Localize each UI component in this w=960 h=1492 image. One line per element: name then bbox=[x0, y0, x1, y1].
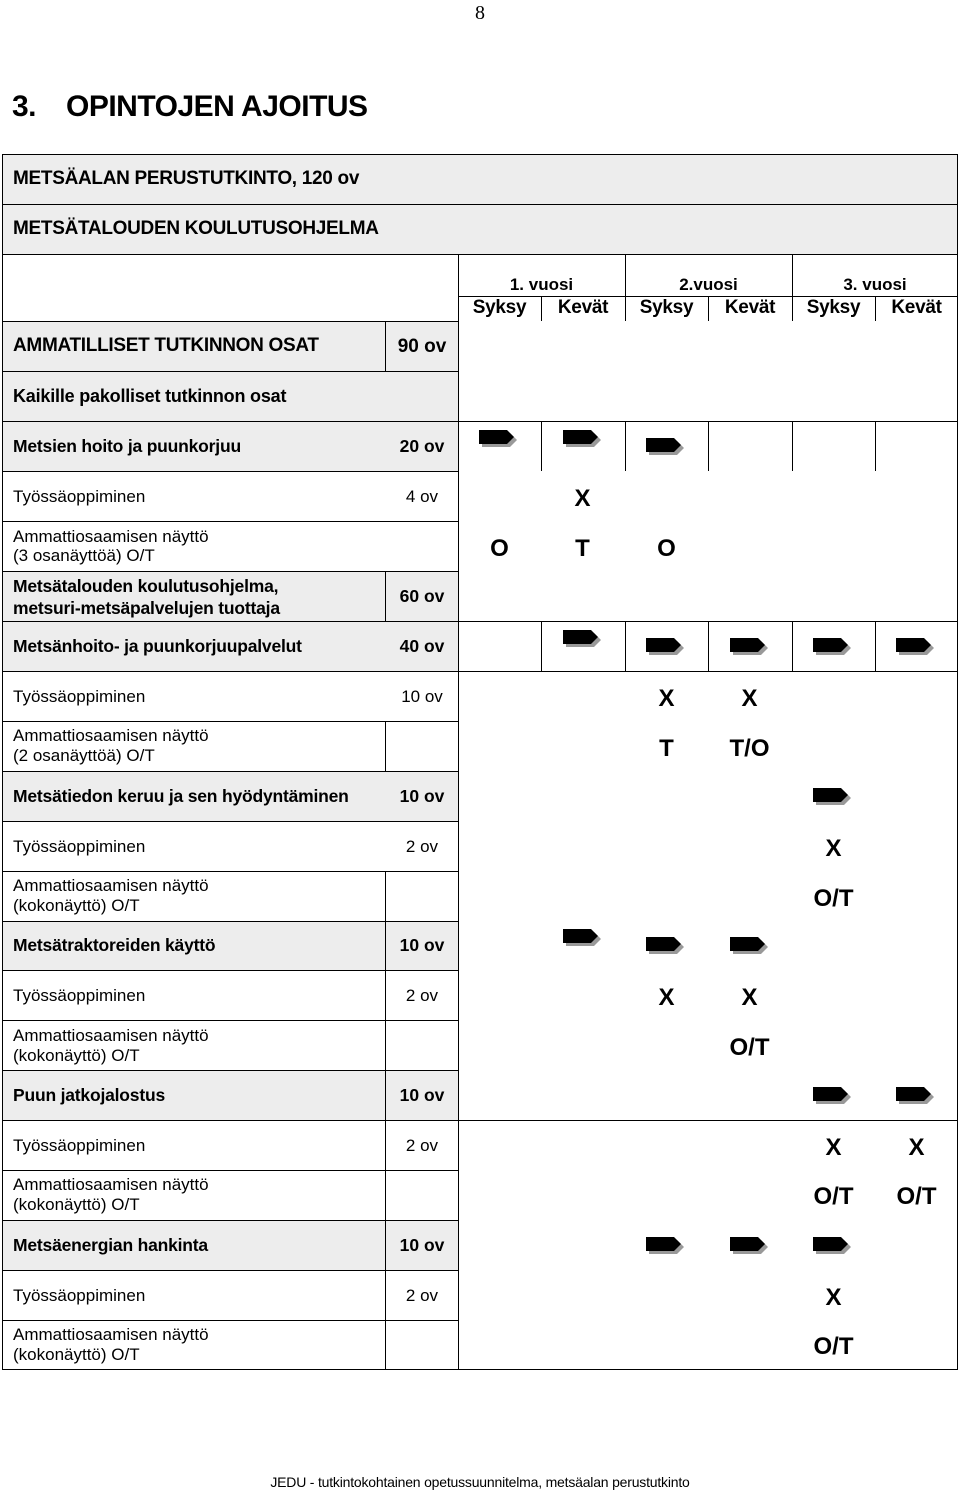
page-footer: JEDU - tutkintokohtainen opetussuunnitelma, metsäalan perustutkinto bbox=[270, 1474, 690, 1490]
arrow-marker-icon bbox=[813, 1087, 851, 1104]
module-ov: 10 ov bbox=[399, 935, 445, 955]
schedule-mark: O/T bbox=[896, 1183, 937, 1210]
term-header: Kevät bbox=[724, 297, 776, 318]
compulsory-label: Kaikille pakolliset tutkinnon osat bbox=[13, 386, 287, 406]
module-ov: 40 ov bbox=[399, 636, 445, 656]
row-label: (kokonäyttö) O/T bbox=[13, 896, 140, 915]
row-label: (kokonäyttö) O/T bbox=[13, 1345, 140, 1364]
module-title: Metsäenergian hankinta bbox=[13, 1235, 208, 1255]
arrow-marker-icon bbox=[813, 788, 851, 805]
arrow-marker-icon bbox=[730, 638, 768, 655]
module-title: Metsien hoito ja puunkorjuu bbox=[13, 436, 241, 456]
program-title: Metsätalouden koulutusohjelma, bbox=[13, 576, 279, 596]
schedule-mark: X bbox=[658, 984, 675, 1011]
term-header: Kevät bbox=[891, 297, 942, 318]
row-label: (kokonäyttö) O/T bbox=[13, 1046, 140, 1065]
degree-title: METSÄALAN PERUSTUTKINTO, 120 ov bbox=[13, 168, 360, 189]
schedule-mark: O/T bbox=[813, 1333, 854, 1360]
module-ov: 60 ov bbox=[399, 586, 445, 606]
section-header-ov: 90 ov bbox=[397, 336, 447, 357]
program-title: METSÄTALOUDEN KOULUTUSOHJELMA bbox=[13, 218, 379, 239]
arrow-marker-icon bbox=[896, 1087, 934, 1104]
arrow-marker-icon bbox=[813, 1237, 851, 1254]
row-label: Työssäoppiminen bbox=[13, 487, 146, 506]
row-label: Ammattiosaamisen näyttö bbox=[13, 876, 209, 895]
schedule-mark: O/T bbox=[813, 1183, 854, 1210]
schedule-mark: X bbox=[825, 1284, 842, 1311]
year-2-header: 2.vuosi bbox=[679, 275, 738, 294]
term-header: Syksy bbox=[639, 297, 694, 318]
arrow-marker-icon bbox=[646, 638, 684, 655]
schedule-mark: O/T bbox=[813, 885, 854, 912]
arrow-marker-icon bbox=[646, 438, 684, 455]
row-label: Ammattiosaamisen näyttö bbox=[13, 527, 209, 546]
module-title: Metsätraktoreiden käyttö bbox=[13, 935, 216, 955]
schedule-mark: X bbox=[825, 835, 842, 862]
row-ov: 2 ov bbox=[405, 837, 439, 856]
section-header-label: AMMATILLISET TUTKINNON OSAT bbox=[13, 335, 319, 356]
row-label: Ammattiosaamisen näyttö bbox=[13, 726, 209, 745]
row-ov: 2 ov bbox=[405, 1136, 439, 1155]
arrow-marker-icon bbox=[730, 1237, 768, 1254]
term-header: Kevät bbox=[557, 297, 609, 318]
module-ov: 10 ov bbox=[399, 1085, 445, 1105]
year-3-header: 3. vuosi bbox=[843, 275, 907, 294]
schedule-mark: X bbox=[825, 1134, 842, 1161]
row-label: Työssäoppiminen bbox=[13, 837, 146, 856]
schedule-mark: T bbox=[575, 535, 590, 562]
row-ov: 2 ov bbox=[405, 986, 439, 1005]
section-number: 3. bbox=[12, 90, 37, 123]
module-title: Puun jatkojalostus bbox=[13, 1085, 165, 1105]
section-title: OPINTOJEN AJOITUS bbox=[66, 90, 368, 123]
arrow-marker-icon bbox=[479, 430, 517, 447]
arrow-marker-icon bbox=[563, 630, 601, 647]
row-label: Työssäoppiminen bbox=[13, 1286, 146, 1305]
row-label: (kokonäyttö) O/T bbox=[13, 1195, 140, 1214]
arrow-marker-icon bbox=[563, 929, 601, 946]
term-header: Syksy bbox=[472, 297, 527, 318]
arrow-marker-icon bbox=[896, 638, 934, 655]
program-title: metsuri-metsäpalvelujen tuottaja bbox=[13, 598, 280, 618]
row-ov: 10 ov bbox=[401, 687, 443, 706]
arrow-marker-icon bbox=[563, 430, 601, 447]
row-ov: 2 ov bbox=[405, 1286, 439, 1305]
page-number: 8 bbox=[475, 2, 485, 24]
schedule-mark: T bbox=[659, 735, 674, 762]
row-label: Ammattiosaamisen näyttö bbox=[13, 1325, 209, 1344]
schedule-mark: O bbox=[657, 535, 676, 562]
year-1-header: 1. vuosi bbox=[509, 275, 574, 294]
module-ov: 20 ov bbox=[399, 436, 445, 456]
module-ov: 10 ov bbox=[399, 1235, 445, 1255]
arrow-marker-icon bbox=[813, 638, 851, 655]
schedule-mark: X bbox=[658, 685, 675, 712]
schedule-mark: T/O bbox=[729, 735, 770, 762]
arrow-marker-icon bbox=[646, 937, 684, 954]
schedule-mark: X bbox=[741, 685, 758, 712]
schedule-mark: X bbox=[908, 1134, 925, 1161]
row-label: Työssäoppiminen bbox=[13, 986, 146, 1005]
module-ov: 10 ov bbox=[399, 786, 445, 806]
schedule-mark: O/T bbox=[729, 1034, 770, 1061]
schedule-mark: X bbox=[741, 984, 758, 1011]
row-label: (2 osanäyttöä) O/T bbox=[13, 746, 155, 765]
arrow-marker-icon bbox=[730, 937, 768, 954]
module-title: Metsänhoito- ja puunkorjuupalvelut bbox=[13, 636, 302, 656]
schedule-mark: X bbox=[574, 485, 591, 512]
row-label: Työssäoppiminen bbox=[13, 1136, 146, 1155]
row-ov: 4 ov bbox=[405, 487, 439, 506]
row-label: Ammattiosaamisen näyttö bbox=[13, 1175, 209, 1194]
row-label: (3 osanäyttöä) O/T bbox=[13, 546, 155, 565]
schedule-mark: O bbox=[490, 535, 509, 562]
row-label: Työssäoppiminen bbox=[13, 687, 146, 706]
row-label: Ammattiosaamisen näyttö bbox=[13, 1026, 209, 1045]
module-title: Metsätiedon keruu ja sen hyödyntäminen bbox=[13, 786, 349, 806]
arrow-marker-icon bbox=[646, 1237, 684, 1254]
term-header: Syksy bbox=[806, 297, 861, 318]
